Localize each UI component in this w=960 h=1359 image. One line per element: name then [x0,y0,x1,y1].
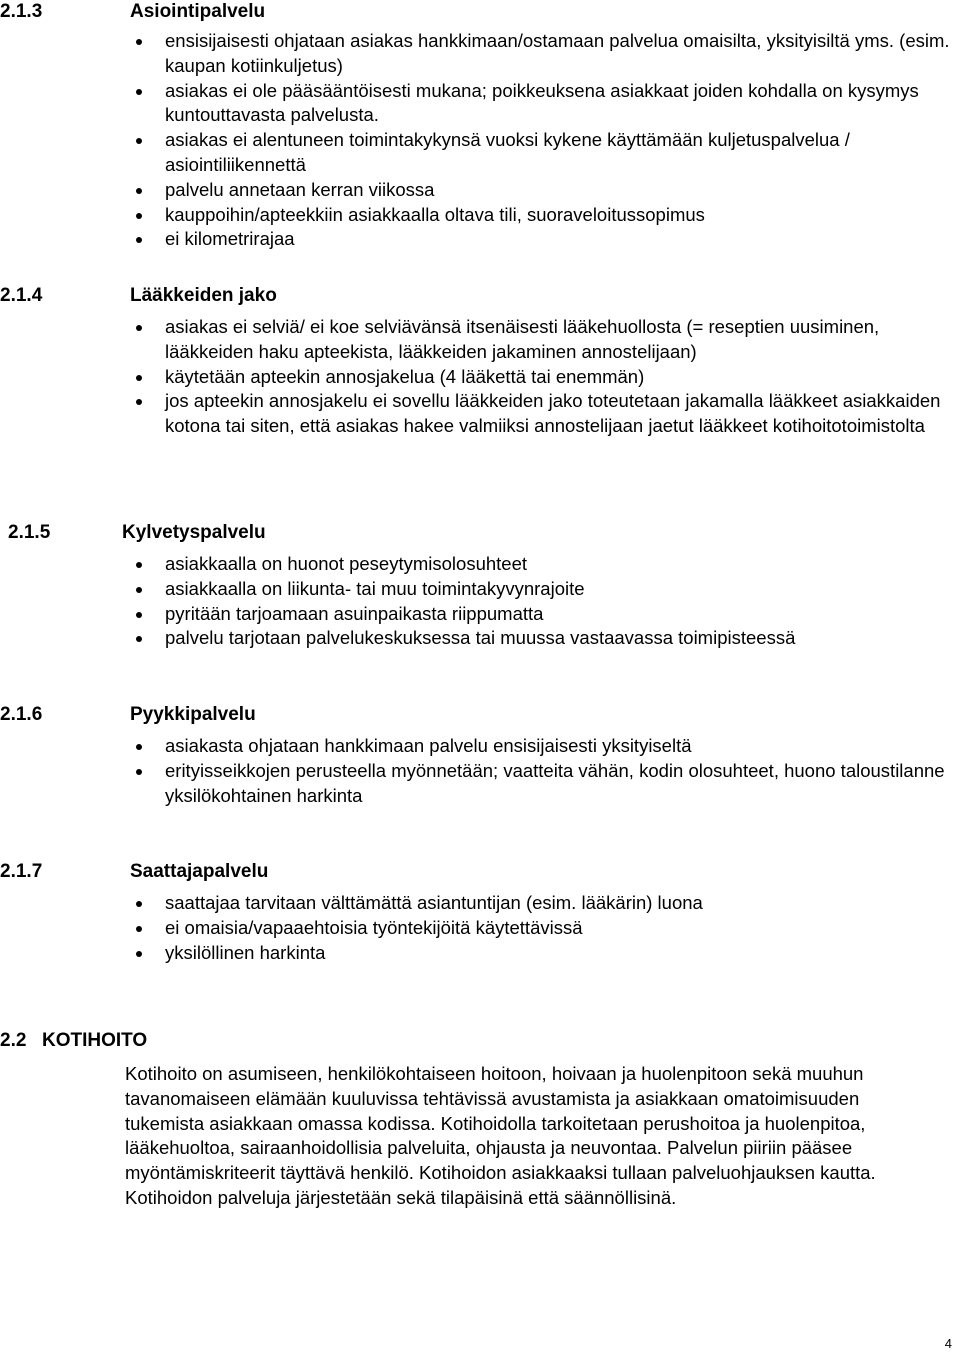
bullet-list-2-1-5 [165,552,955,651]
list-item: asiakas ei ole pääsääntöisesti mukana; poikkeuksena asiakkaat joiden kohdalla on kysymys kuntouttavasta palvelusta. [165,79,955,129]
section-heading-2-1-6 [0,703,256,727]
section-title: Pyykkipalvelu [130,704,256,725]
section-heading-2-1-7 [0,860,268,884]
section-title: Saattajapalvelu [130,861,269,882]
section-number: 2.1.4 [0,285,43,306]
list-item: yksilöllinen harkinta [165,941,955,966]
bullet-list-2-1-4 [165,315,955,439]
list-item: saattajaa tarvitaan välttämättä asiantuntijan (esim. lääkärin) luona [165,891,955,916]
section-title: Asiointipalvelu [130,1,266,22]
list-item: palvelu annetaan kerran viikossa [165,178,955,203]
list-item: asiakkaalla on huonot peseytymisolosuhteet [165,552,955,577]
section-number: 2.1.5 [8,522,51,543]
bullet-icon [136,901,142,907]
section-title: KOTIHOITO [42,1030,148,1051]
section-heading-2-1-3 [0,0,265,24]
bullet-icon [136,188,142,194]
list-item: kauppoihin/apteekkiin asiakkaalla oltava tili, suoraveloitussopimus [165,203,955,228]
section-heading-2-2 [0,1029,147,1053]
section-number: 2.2 [0,1030,27,1051]
bullet-icon [136,89,142,95]
section-title: Lääkkeiden jako [130,285,277,306]
bullet-icon [136,636,142,642]
bullet-list-2-1-7 [165,891,955,965]
list-item: asiakkaalla on liikunta- tai muu toimintakyvynrajoite [165,577,955,602]
list-item: asiakasta ohjataan hankkimaan palvelu ensisijaisesti yksityiseltä [165,734,955,759]
section-heading-2-1-5 [8,521,266,545]
list-item: asiakas ei selviä/ ei koe selviävänsä itsenäisesti lääkehuollosta (= reseptien uusiminen, lääkkeiden haku apteekista, lääkkeiden jakaminen annostelijaan) [165,315,955,365]
section-number: 2.1.7 [0,861,43,882]
bullet-icon [136,587,142,593]
bullet-icon [136,375,142,381]
list-item: ensisijaisesti ohjataan asiakas hankkimaan/ostamaan palvelua omaisilta, yksityisiltä yms. (esim. kaupan kotiinkuljetus) [165,29,955,79]
section-number: 2.1.3 [0,1,43,22]
list-item: asiakas ei alentuneen toimintakykynsä vuoksi kykene käyttämään kuljetuspalvelua / asiointiliikennettä [165,128,955,178]
bullet-list-2-1-6 [165,734,955,808]
bullet-icon [136,213,142,219]
bullet-icon [136,951,142,957]
bullet-list-2-1-3 [165,29,955,252]
list-item: erityisseikkojen perusteella myönnetään; vaatteita vähän, kodin olosuhteet, huono taloustilanne yksilökohtainen harkinta [165,759,955,809]
bullet-icon [136,138,142,144]
bullet-icon [136,325,142,331]
kotihoito-paragraph: Kotihoito on asumiseen, henkilökohtaiseen hoitoon, hoivaan ja huolenpitoon sekä muuhun tavanomaiseen elämään kuuluvissa tehtävissä avustamista ja asiakkaan omatoimisuuden tukemista asiakkaan omassa kodissa. Kotihoidolla tarkoitetaan perushoitoa ja huolenpitoa, lääkehuoltoa, sairaanhoidollisia palveluita, ohjausta ja neuvontaa. Palvelun piiriin pääsee myöntämiskriteerit täyttävä henkilö. Kotihoidon asiakkaaksi tullaan palveluohjauksen kautta. Kotihoidon palveluja järjestetään sekä tilapäisinä että säännöllisinä. [125,1063,876,1208]
bullet-icon [136,399,142,405]
page-number: 4 [944,1336,952,1351]
list-item: jos apteekin annosjakelu ei sovellu lääkkeiden jako toteutetaan jakamalla lääkkeet asiakkaiden kotona tai siten, että asiakas hakee valmiiksi annostelijaan jaetut lääkkeet kotihoitotoimistolta [165,389,955,439]
list-item: käytetään apteekin annosjakelua (4 lääkettä tai enemmän) [165,365,955,390]
bullet-icon [136,39,142,45]
bullet-icon [136,562,142,568]
section-number: 2.1.6 [0,704,43,725]
list-item: ei omaisia/vapaaehtoisia työntekijöitä käytettävissä [165,916,955,941]
bullet-icon [136,744,142,750]
list-item: pyritään tarjoamaan asuinpaikasta riippumatta [165,602,955,627]
bullet-icon [136,612,142,618]
list-item: palvelu tarjotaan palvelukeskuksessa tai muussa vastaavassa toimipisteessä [165,626,955,651]
list-item: ei kilometrirajaa [165,227,955,252]
section-heading-2-1-4 [0,284,277,308]
section-title: Kylvetyspalvelu [122,522,266,543]
bullet-icon [136,926,142,932]
bullet-icon [136,769,142,775]
bullet-icon [136,237,142,243]
